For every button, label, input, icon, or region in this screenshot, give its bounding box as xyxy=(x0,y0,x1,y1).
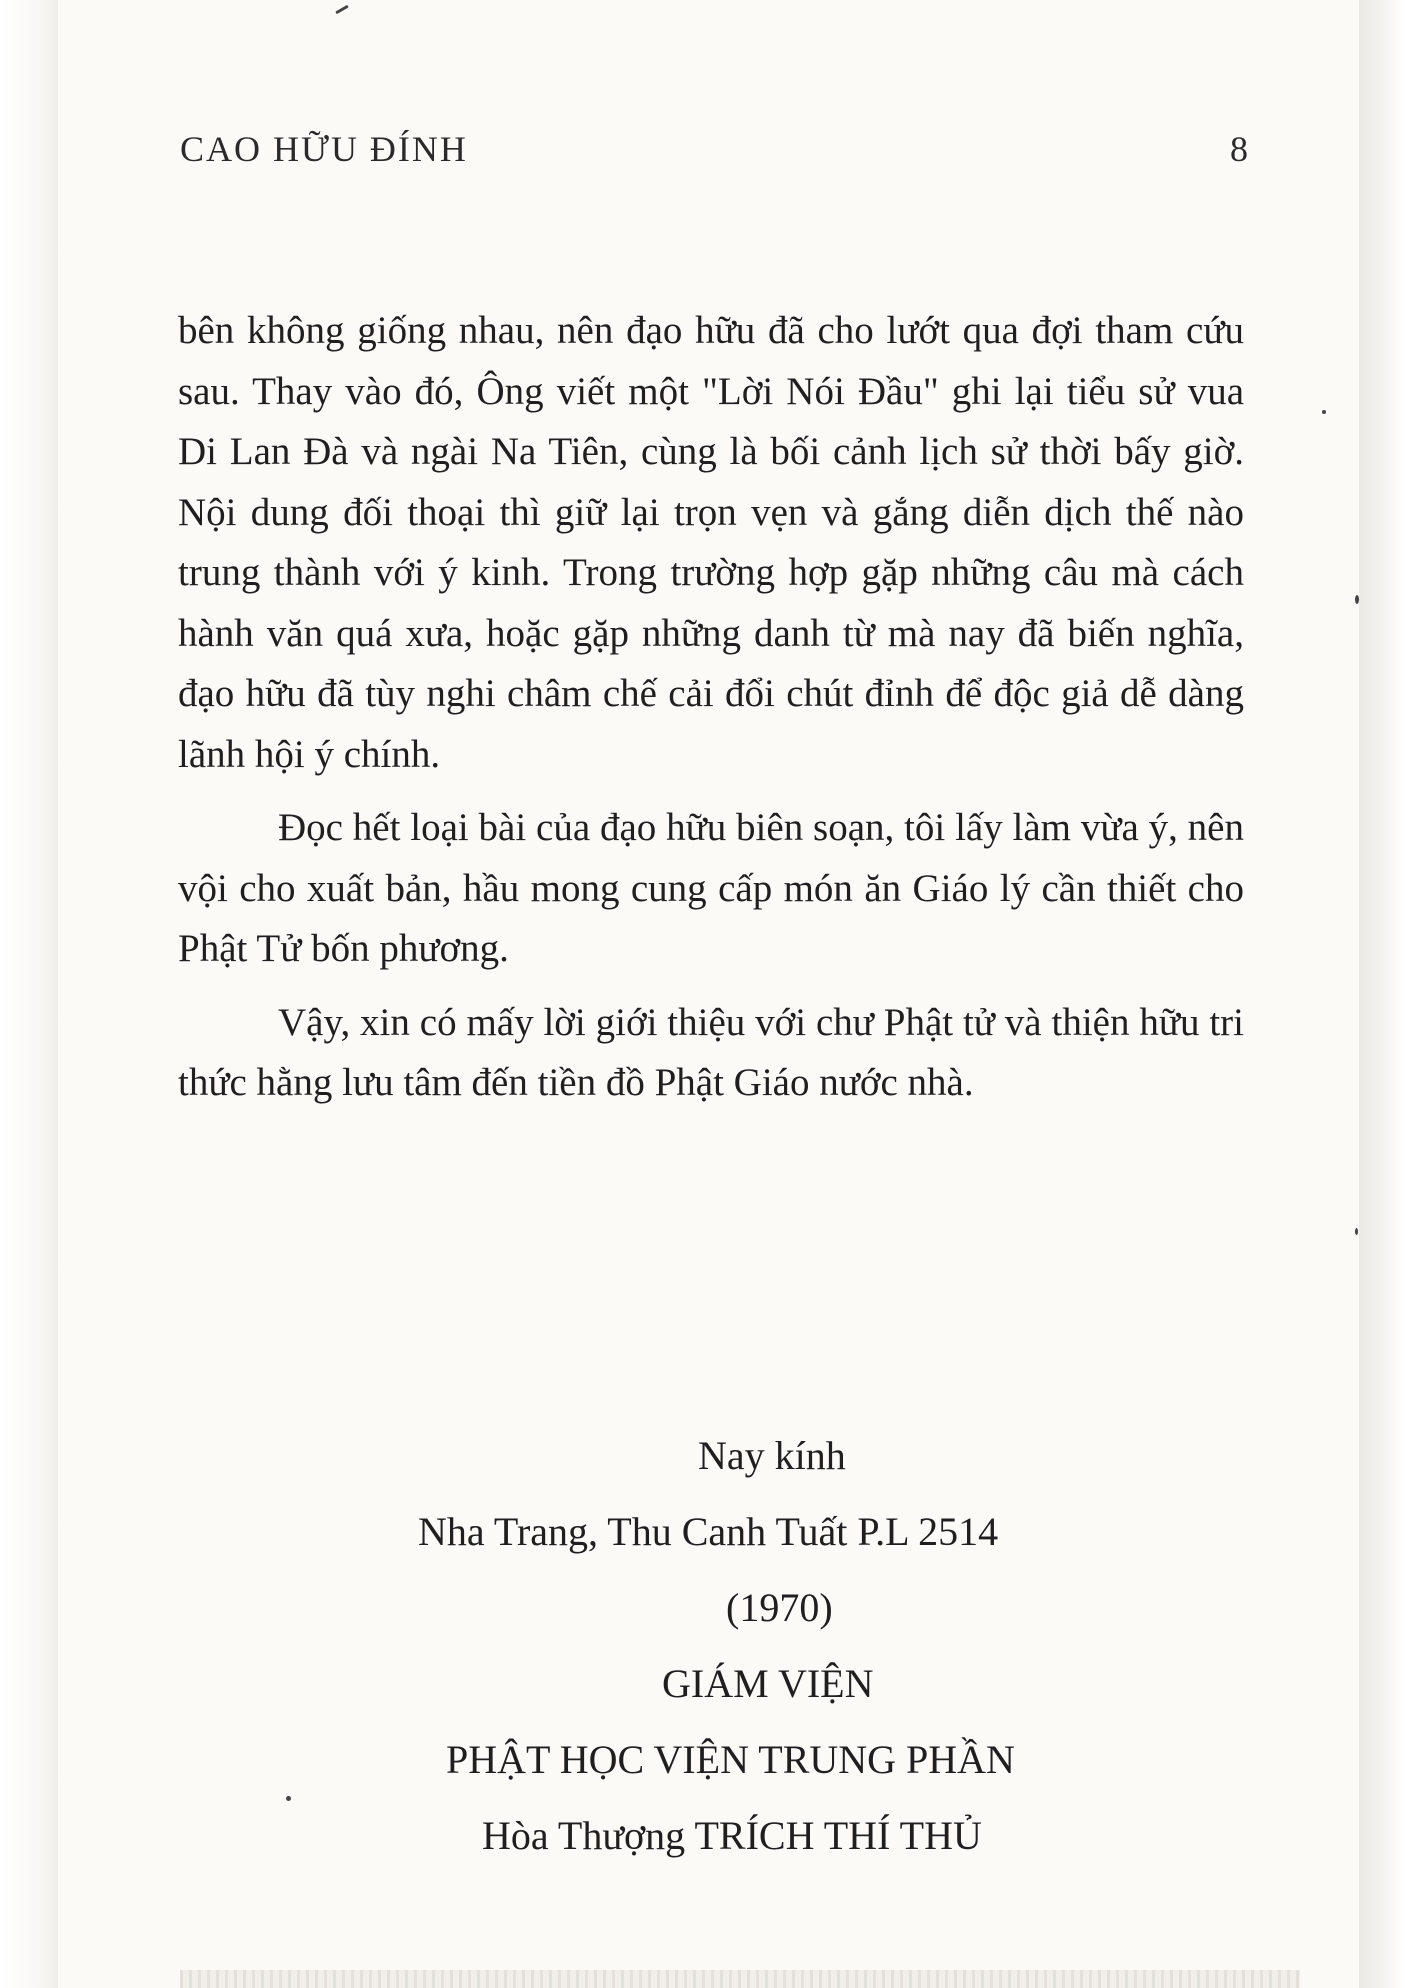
binding-edge xyxy=(180,1970,1300,1988)
signature-name: Hòa Thượng TRÍCH THÍ THỦ xyxy=(482,1813,982,1858)
paragraph: bên không giống nhau, nên đạo hữu đã cho lướt qua đợi tham cứu sau. Thay vào đó, Ông viết một "Lời Nói Đầu" ghi lại tiểu sử vua Di Lan Đà và ngài Na Tiên, cùng là bối cảnh lịch sử thời bấy giờ. Nội dung đối thoại thì giữ lại trọn vẹn và gắng diễn dịch thế nào trung thành với ý kinh. Trong trường hợp gặp những câu mà cách hành văn quá xưa, hoặc gặp những danh từ mà nay đã biến nghĩa, đạo hữu đã tùy nghi châm chế cải đổi chút đỉnh để độc giả dễ dàng lãnh hội ý chính. xyxy=(178,309,1244,776)
signature-greeting: Nay kính xyxy=(698,1433,846,1478)
signature-institution: PHẬT HỌC VIỆN TRUNG PHẦN xyxy=(446,1737,1015,1782)
body-text xyxy=(178,301,1244,1114)
signature-role: GIÁM VIỆN xyxy=(662,1661,874,1706)
scan-speck xyxy=(1322,410,1326,414)
paragraph: Đọc hết loại bài của đạo hữu biên soạn, tôi lấy làm vừa ý, nên vội cho xuất bản, hầu mong cung cấp món ăn Giáo lý cần thiết cho Phật Tử bốn phương. xyxy=(178,806,1244,970)
page-number: 8 xyxy=(1230,129,1248,169)
scan-speck xyxy=(1355,595,1359,604)
paragraph: Vậy, xin có mấy lời giới thiệu với chư Phật tử và thiện hữu tri thức hằng lưu tâm đến tiền đồ Phật Giáo nước nhà. xyxy=(178,1000,1244,1104)
page-edge-right xyxy=(1359,0,1405,1988)
scan-speck xyxy=(1355,1228,1358,1235)
scan-speck xyxy=(335,5,349,15)
running-head: CAO HỮU ĐÍNH xyxy=(180,129,468,169)
page-edge-left xyxy=(0,0,58,1988)
scan-speck xyxy=(286,1796,291,1801)
signature-year: (1970) xyxy=(726,1585,833,1630)
signature-place-date: Nha Trang, Thu Canh Tuất P.L 2514 xyxy=(418,1509,999,1554)
